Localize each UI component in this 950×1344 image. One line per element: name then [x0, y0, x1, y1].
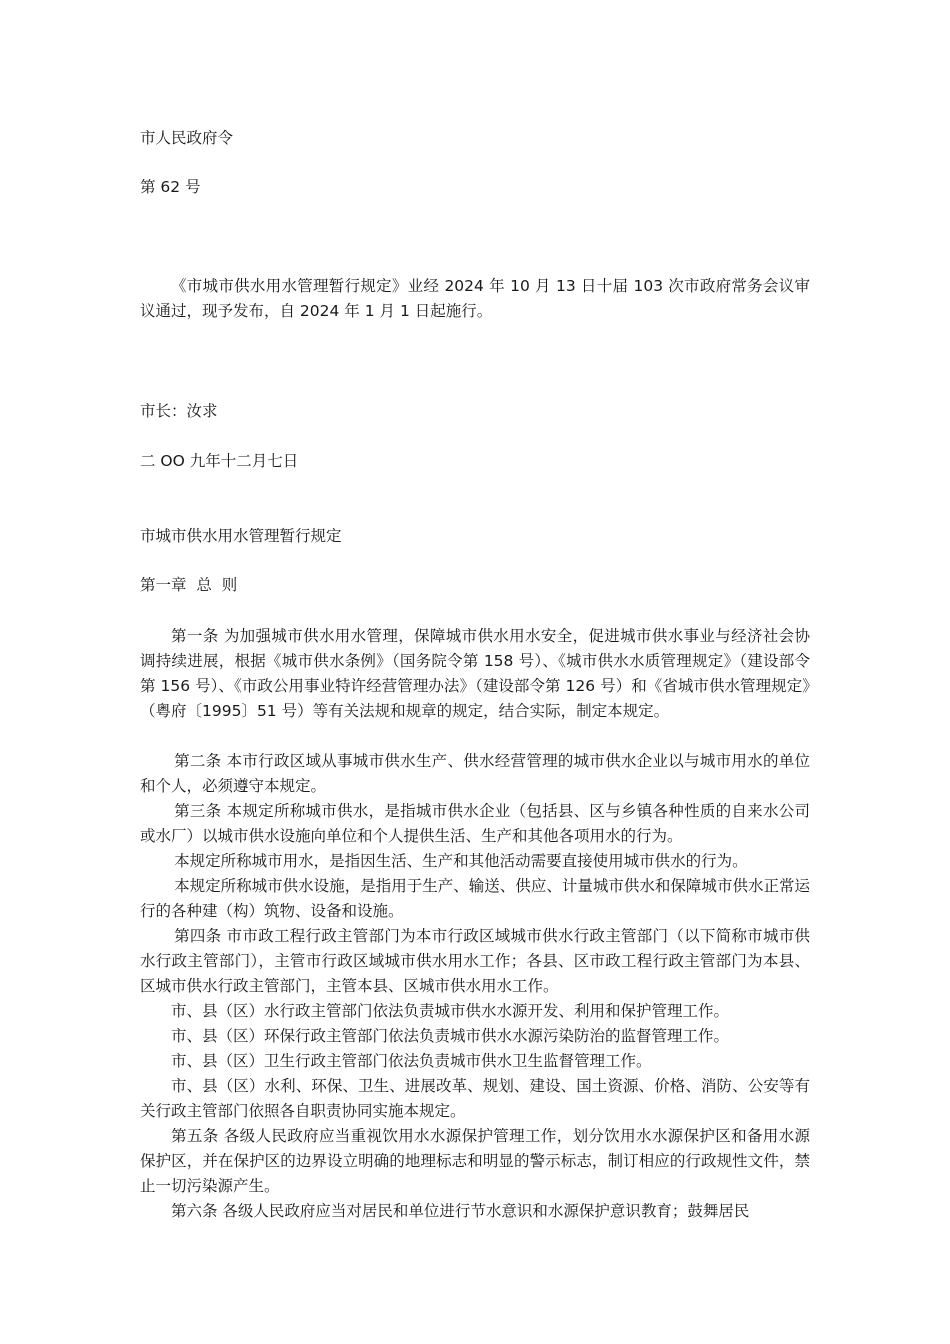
announcement-paragraph: 《市城市供水用水管理暂行规定》业经 2024 年 10 月 13 日十届 103 次市政府常务会议审议通过，现予发布，自 2024 年 1 月 1 日起施行。 — [140, 277, 810, 320]
issuer-heading: 市人民政府令 — [140, 129, 234, 147]
article-2: 第二条 本市行政区域从事城市供水生产、供水经营管理的城市供水企业以与城市用水的单位和个人，必须遵守本规定。 — [140, 752, 810, 795]
article-4-paragraph-5: 市、县（区）水利、环保、卫生、进展改革、规划、建设、国土资源、价格、消防、公安等有关行政主管部门依照各自职责协同实施本规定。 — [140, 1077, 810, 1120]
article-3: 第三条 本规定所称城市供水，是指城市供水企业（包括县、区与乡镇各种性质的自来水公司或水厂）以城市供水设施向单位和个人提供生活、生产和其他各项用水的行为。 — [140, 802, 810, 845]
order-number: 第 62 号 — [140, 178, 201, 196]
article-3-paragraph-2: 本规定所称城市用水，是指因生活、生产和其他活动需要直接使用城市供水的行为。 — [174, 852, 748, 870]
article-3-paragraph-3: 本规定所称城市供水设施，是指用于生产、输送、供应、计量城市供水和保障城市供水正常运行的各种建（构）筑物、设备和设施。 — [140, 877, 810, 920]
article-4: 第四条 市市政工程行政主管部门为本市行政区域城市供水行政主管部门（以下简称市城市供水行政主管部门），主管市行政区域城市供水用水工作；各县、区市政工程行政主管部门为本县、区城市供水行政主管部门，主管本县、区城市供水用水工作。 — [140, 927, 810, 995]
article-4-paragraph-3: 市、县（区）环保行政主管部门依法负责城市供水水源污染防治的监督管理工作。 — [171, 1027, 730, 1045]
article-4-paragraph-4: 市、县（区）卫生行政主管部门依法负责城市供水卫生监督管理工作。 — [171, 1052, 652, 1070]
mayor-signature: 市长：汝求 — [140, 402, 218, 420]
article-6: 第六条 各级人民政府应当对居民和单位进行节水意识和水源保护意识教育；鼓舞居民 — [171, 1202, 750, 1220]
article-1: 第一条 为加强城市供水用水管理，保障城市供水用水安全，促进城市供水事业与经济社会协调持续进展，根据《城市供水条例》（国务院令第 158 号）、《城市供水水质管理规定》（建设部令第 156 号）、《市政公用事业特许经营管理办法》（建设部令第 126 号）和《省城市供水管理规定》（粤府〔1995〕51 号）等有关法规和规章的规定，结合实际，制定本规定。 — [140, 627, 810, 720]
document-title: 市城市供水用水管理暂行规定 — [140, 527, 342, 545]
chapter-heading: 第一章 总 则 — [140, 576, 238, 594]
signature-date: 二 OO 九年十二月七日 — [140, 452, 299, 470]
article-4-paragraph-2: 市、县（区）水行政主管部门依法负责城市供水水源开发、利用和保护管理工作。 — [171, 1002, 730, 1020]
article-5: 第五条 各级人民政府应当重视饮用水水源保护管理工作，划分饮用水水源保护区和备用水源保护区，并在保护区的边界设立明确的地理标志和明显的警示标志，制订相应的行政规性文件，禁止一切污染源产生。 — [140, 1127, 810, 1195]
